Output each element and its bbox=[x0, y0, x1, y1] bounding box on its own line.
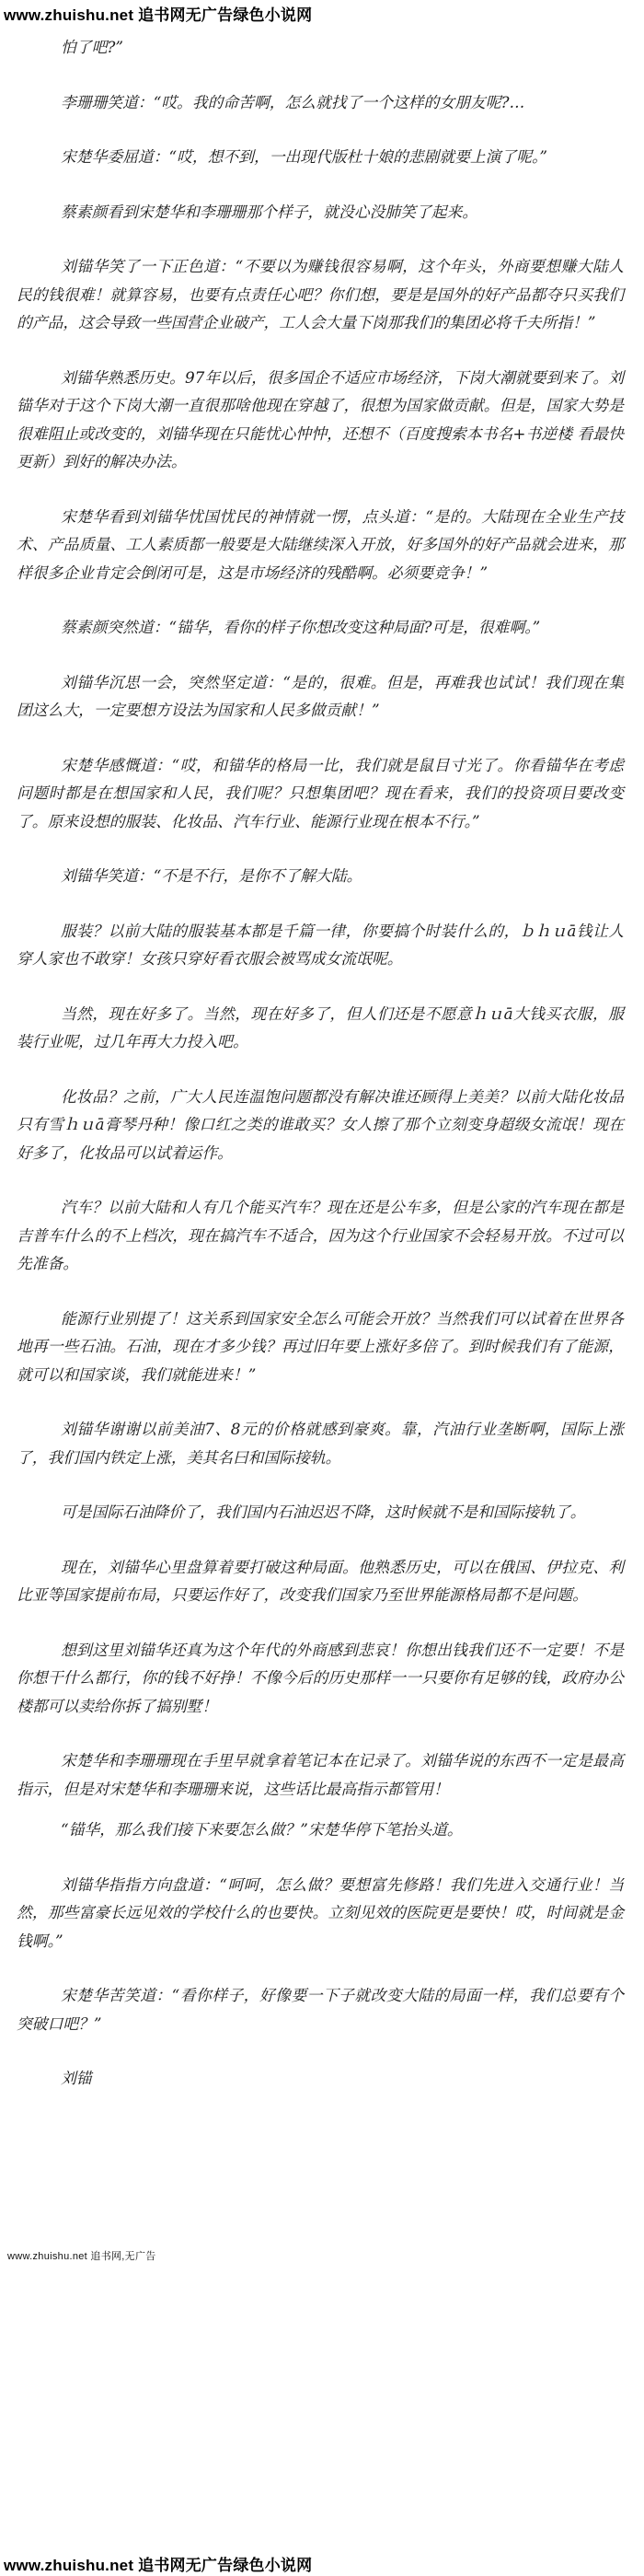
paragraph: 能源行业别提了！这关系到国家安全怎么可能会开放？当然我们可以试着在世界各地再一些石油。石油，现在才多少钱？再过旧年要上涨好多倍了。到时候我们有了能源，就可以和国家谈，我们就能进来！” bbox=[17, 1308, 624, 1384]
paragraph: 想到这里刘锚华还真为这个年代的外商感到悲哀！你想出钱我们还不一定要！不是你想干什么都行，你的钱不好挣！不像今后的历史那样一一只要你有足够的钱，政府办公楼都可以卖给你拆了搞别墅！ bbox=[17, 1640, 624, 1715]
paragraph: 怕了吧?” bbox=[61, 38, 123, 56]
paragraph: 现在，刘锚华心里盘算着要打破这种局面。他熟悉历史，可以在俄国、伊拉克、利比亚等国家提前布局，只要运作好了，改变我们国家乃至世界能源格局都不是问题。 bbox=[17, 1557, 624, 1604]
paragraph: 化妆品？之前，广大人民连温饱问题都没有解决谁还顾得上美美？以前大陆化妆品只有雪ｈｕā膏琴丹种！像口红之类的谁敢买？女人擦了那个立刻变身超级女流氓！现在好多了，化妆品可以试着运作。 bbox=[17, 1086, 624, 1162]
paragraph: 服装？以前大陆的服装基本都是千篇一律，你要搞个时装什么的，ｂｈｕā钱让人穿人家也不敢穿！女孩只穿好看衣服会被骂成女流氓呢。 bbox=[17, 921, 624, 968]
site-watermark-top: www.zhuishu.net 追书网无广告绿色小说网 bbox=[4, 6, 313, 24]
article-body bbox=[17, 33, 624, 2119]
paragraph: 宋楚华看到刘锚华忧国忧民的神情就一愣，点头道：“是的。大陆现在全业生产技术、产品质量、工人素质都一般要是大陆继续深入开放，好多国外的好产品就会进来，那样很多企业肯定会倒闭可是，这是市场经济的残酷啊。必须要竞争！” bbox=[17, 506, 624, 582]
paragraph: 蔡素颜看到宋楚华和李珊珊那个样子，就没心没肺笑了起来。 bbox=[61, 202, 478, 221]
paragraph: 宋楚华和李珊珊现在手里早就拿着笔记本在记录了。刘锚华说的东西不一定是最高指示，但是对宋楚华和李珊珊来说，这些话比最高指示都管用！ bbox=[17, 1751, 624, 1798]
paragraph: 宋楚华委屈道：“哎，想不到，一出现代版杜十娘的悲剧就要上演了呢。” bbox=[61, 147, 547, 166]
paragraph: 刘锚华沉思一会，突然坚定道：“是的，很难。但是，再难我也试试！我们现在集团这么大，一定要想方设法为国家和人民多做贡献！” bbox=[17, 672, 624, 719]
paragraph: 当然，现在好多了。当然，现在好多了，但人们还是不愿意ｈｕā大钱买衣服，服装行业呢，过几年再大力投入吧。 bbox=[17, 1004, 624, 1050]
paragraph: 刘锚华指指方向盘道：“呵呵，怎么做？要想富先修路！我们先进入交通行业！当然，那些富豪长远见效的学校什么的也要快。立刻见效的医院更是要快！哎，时间就是金钱啊。” bbox=[17, 1874, 624, 1950]
paragraph: 刘锚华熟悉历史。97年以后，很多国企不适应市场经济，下岗大潮就要到来了。刘锚华对于这个下岗大潮一直很那啥他现在穿越了，很想为国家做贡献。但是，国家大势是很难阻止或改变的，刘锚华现在只能忧心忡忡，还想不（百度搜索本书名+书逆楼 看最快更新）到好的解决办法。 bbox=[17, 367, 624, 470]
paragraph: 刘锚华谢谢以前美油7、8元的价格就感到豪爽。靠，汽油行业垄断啊，国际上涨了，我们国内铁定上涨，美其名曰和国际接轨。 bbox=[17, 1420, 624, 1467]
paragraph: 可是国际石油降价了，我们国内石油迟迟不降，这时候就不是和国际接轨了。 bbox=[61, 1503, 586, 1521]
paragraph: “锚华，那么我们接下来要怎么做？”宋楚华停下笔抬头道。 bbox=[61, 1820, 463, 1839]
inline-watermark: www.zhuishu.net 追书网,无广告 bbox=[7, 2251, 156, 2262]
paragraph: 蔡素颜突然道：“锚华，看你的样子你想改变这种局面?可是，很难啊。” bbox=[61, 618, 541, 636]
paragraph: 宋楚华感慨道：“哎，和锚华的格局一比，我们就是鼠目寸光了。你看锚华在考虑问题时都是在想国家和人民，我们呢？只想集团吧？现在看来，我们的投资项目要改变了。原来设想的服装、化妆品、汽车行业、能源行业现在根本不行。” bbox=[17, 755, 624, 830]
paragraph: 李珊珊笑道：“哎。我的命苦啊，怎么就找了一个这样的女朋友呢?… bbox=[61, 92, 525, 111]
paragraph: 刘锚 bbox=[61, 2069, 92, 2087]
paragraph: 刘锚华笑道：“不是不行，是你不了解大陆。 bbox=[61, 866, 362, 885]
site-watermark-bottom: www.zhuishu.net 追书网无广告绿色小说网 bbox=[4, 2557, 313, 2574]
paragraph: 宋楚华苦笑道：“看你样子，好像要一下子就改变大陆的局面一样，我们总要有个突破口吧？” bbox=[17, 1986, 624, 2033]
paragraph: 汽车？以前大陆和人有几个能买汽车？现在还是公车多，但是公家的汽车现在都是吉普车什么的不上档次，现在搞汽车不适合，因为这个行业国家不会轻易开放。不过可以先准备。 bbox=[17, 1198, 624, 1272]
paragraph: 刘锚华笑了一下正色道：“不要以为赚钱很容易啊，这个年头，外商要想赚大陆人民的钱很难！就算容易，也要有点责任心吧？你们想，要是是国外的好产品都夺只买我们的产品，这会导致一些国营企业破产，工人会大量下岗那我们的集团必将千夫所指！” bbox=[17, 257, 624, 331]
